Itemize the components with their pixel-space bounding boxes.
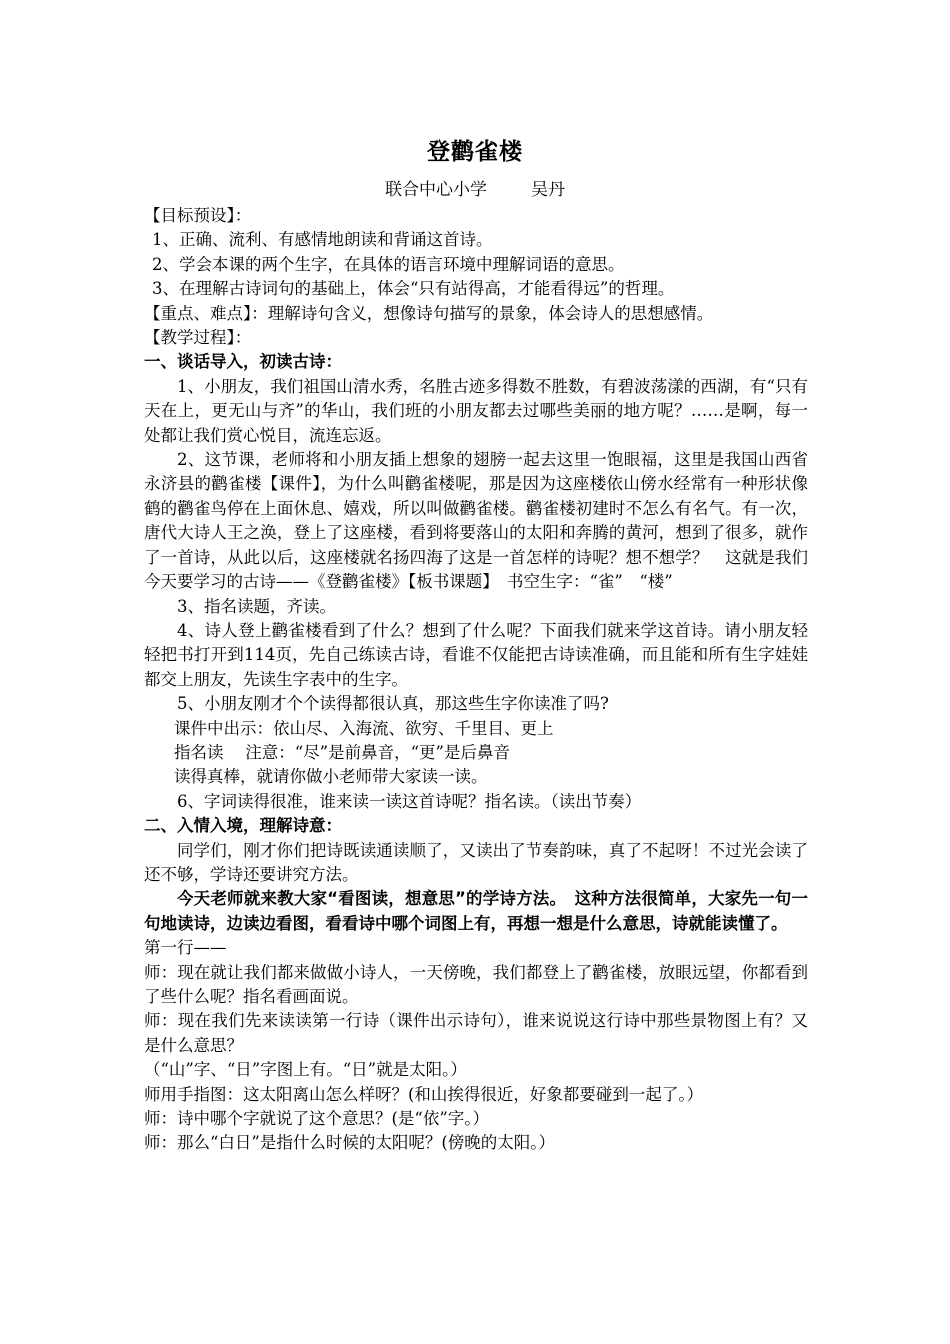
dialogue-line: 师：现在我们先来读读第一行诗（课件出示诗句），谁来说说这行诗中那些景物图上有？又是什么意思？	[144, 1011, 808, 1055]
lesson-title: 登鹳雀楼	[427, 139, 523, 165]
keypoints-label: 【重点、难点】：	[144, 303, 268, 323]
paragraph: 6、字词读得很准，谁来读一读这首诗呢？指名读。（读出节奏）	[177, 791, 642, 811]
paragraph: 1、小朋友，我们祖国山清水秀，名胜古迹多得数不胜数，有碧波荡漾的西湖，有“只有天在上，更无山与齐”的华山，我们班的小朋友都去过哪些美丽的地方呢？……是啊，每一处都让我们赏心悦目，流连忘返。	[144, 376, 808, 445]
dialogue-line: 师：诗中哪个字就说了这个意思？(是“依”字。）	[144, 1109, 490, 1129]
section-heading: 二、入情入境，理解诗意：	[144, 816, 342, 836]
paragraph: 2、这节课，老师将和小朋友插上想象的翅膀一起去这里一饱眼福，这里是我国山西省永济县的鹳雀楼【课件】，为什么叫鹳雀楼呢，那是因为这座楼依山傍水经常有一种形状像鹤的鹳雀鸟停在上面休息、嬉戏，所以叫做鹳雀楼。鹳雀楼初建时不怎么有名气。有一次，唐代大诗人王之涣，登上了这座楼，看到将要落山的太阳和奔腾的黄河，想到了很多，就作了一首诗，从此以后，这座楼就名扬四海了这是一首怎样的诗呢？想不想学？ 这就是我们今天要学习的古诗——《登鹳雀楼》【板书课题】 书空生字：“雀” “楼”	[144, 450, 808, 592]
line-label: 第一行——	[144, 938, 227, 958]
paragraph: 4、诗人登上鹳雀楼看到了什么？想到了什么呢？下面我们就来学这首诗。请小朋友轻轻把书打开到114页，先自己练读古诗，看谁不仅能把古诗读准确，而且能和所有生字娃娃都交上朋友，先读生字表中的生字。	[144, 620, 808, 689]
lesson-body	[144, 204, 808, 1156]
paragraph: 5、小朋友刚才个个读得都很认真，那这些生字你读准了吗?	[177, 694, 609, 714]
dialogue-line: 师：现在就让我们都来做做小诗人，一天傍晚，我们都登上了鹳雀楼，放眼远望，你都看到了些什么呢？指名看画面说。	[144, 962, 808, 1006]
dialogue-line: 师：那么“白日”是指什么时候的太阳呢？(傍晚的太阳。）	[144, 1133, 556, 1153]
keypoints-line	[144, 302, 808, 326]
teacher-name: 吴丹	[531, 180, 565, 200]
paragraph: 指名读 注意：“尽”是前鼻音，“更”是后鼻音	[174, 742, 510, 762]
paragraph: 3、指名读题，齐读。	[177, 596, 336, 616]
paragraph: 同学们，刚才你们把诗既读通读顺了，又读出了节奏韵味，真了不起呀！不过光会读了还不够，学诗还要讲究方法。	[144, 840, 808, 884]
process-heading: 【教学过程】：	[144, 328, 252, 348]
dialogue-line: （“山”字、“日”字图上有。“日”就是太阳。）	[144, 1060, 467, 1080]
keypoints-text: 理解诗句含义，想像诗句描写的景象，体会诗人的思想感情。	[267, 303, 714, 323]
objective-item: 2、学会本课的两个生字，在具体的语言环境中理解词语的意思。	[152, 254, 625, 274]
objective-item: 3、在理解古诗词句的基础上，体会“只有站得高，才能看得远”的哲理。	[152, 279, 675, 299]
dialogue-line: 师用手指图：这太阳离山怎么样呀？(和山挨得很近，好象都要碰到一起了。）	[144, 1084, 704, 1104]
paragraph: 课件中出示：依山尽、入海流、欲穷、千里目、更上	[174, 718, 554, 738]
school-name: 联合中心小学	[385, 180, 487, 200]
method-paragraph: 今天老师就来教大家“看图读，想意思”的学诗方法。 这种方法很简单，大家先一句一句地读诗，边读边看图，看看诗中哪个词图上有，再想一想是什么意思，诗就能读懂了。	[144, 889, 808, 933]
objective-item: 1、正确、流利、有感情地朗读和背诵这首诗。	[152, 230, 493, 250]
section-heading: 一、谈话导入，初读古诗：	[144, 352, 342, 372]
author-line	[0, 175, 950, 200]
paragraph: 读得真棒，就请你做小老师带大家读一读。	[174, 767, 488, 787]
objectives-heading: 【目标预设】：	[144, 206, 252, 225]
